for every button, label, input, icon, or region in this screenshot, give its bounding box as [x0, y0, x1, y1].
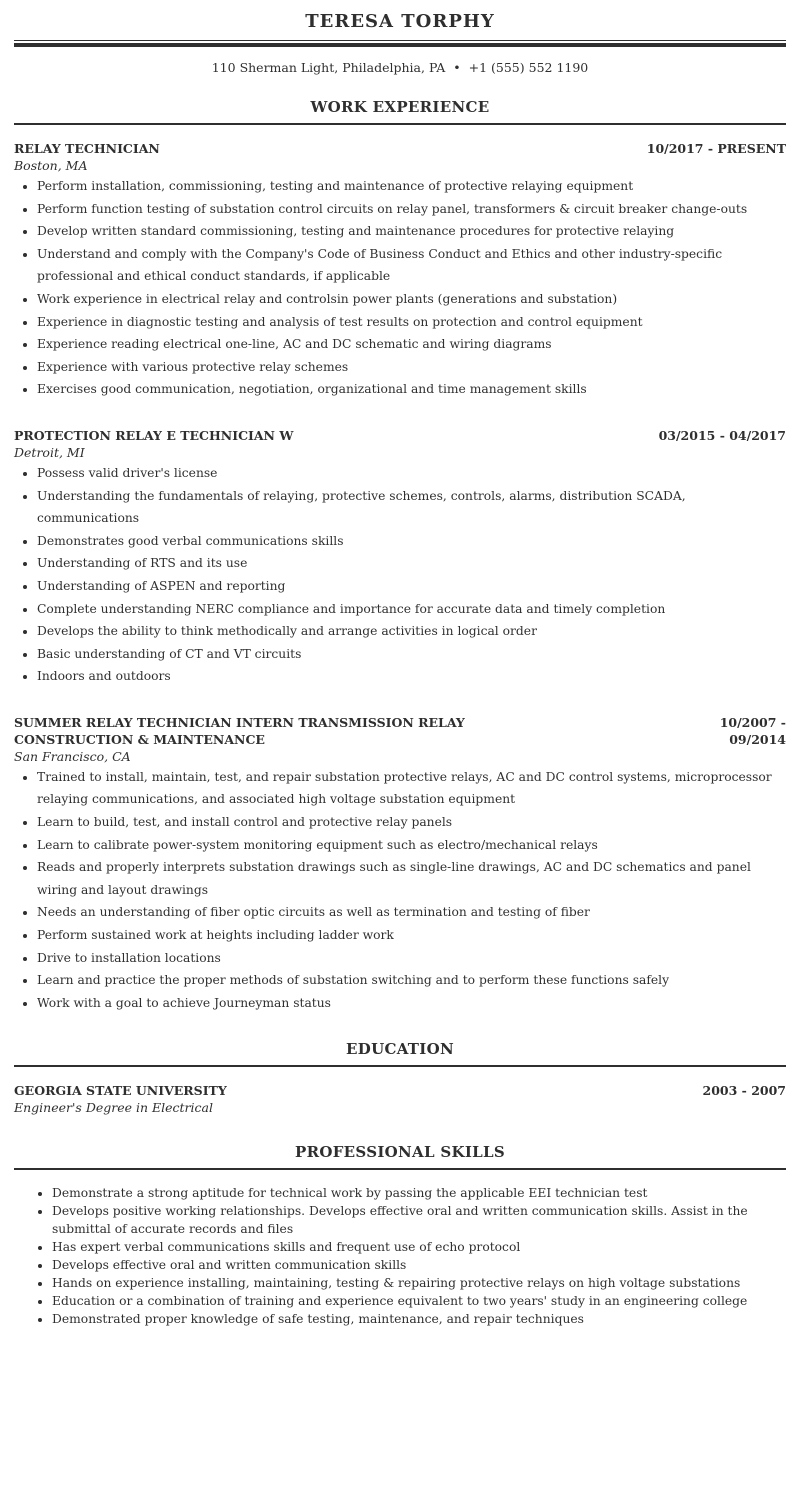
job-bullet: • Exercises good communication, negotiation, organizational and time management skills — [37, 378, 786, 401]
education-date: 2003 - 2007 — [702, 1083, 786, 1099]
job-title: RELAY TECHNICIAN — [14, 141, 160, 156]
resume-page — [14, 0, 786, 1328]
job-bullet: • Perform sustained work at heights including ladder work — [37, 924, 786, 947]
job-date: 10/2017 - PRESENT — [646, 141, 786, 156]
candidate-name: TERESA TORPHY — [305, 11, 495, 32]
education-header — [14, 1082, 786, 1099]
job-bullet: • Understanding of RTS and its use — [37, 552, 786, 575]
skills-divider — [14, 1168, 786, 1170]
job-bullet: • Learn to calibrate power-system monitoring equipment such as electro/mechanical relays — [37, 834, 786, 857]
education-entry — [14, 1082, 786, 1117]
job-bullet: • Trained to install, maintain, test, and repair substation protective relays, AC and DC control systems, microprocessor relaying communications, and associated high voltage substation equipment — [37, 766, 786, 811]
contact-address: 110 Sherman Light, Philadelphia, PA — [211, 60, 446, 75]
job-header — [14, 140, 786, 157]
skills-list — [14, 1184, 786, 1328]
job-date: 03/2015 - 04/2017 — [658, 427, 786, 443]
contact-phone: +1 (555) 552 1190 — [468, 60, 589, 75]
job-bullet: • Develop written standard commissioning, testing and maintenance procedures for protective relaying — [37, 220, 786, 243]
job-bullet: • Possess valid driver's license — [37, 462, 786, 485]
education-divider — [14, 1065, 786, 1067]
school-name: GEORGIA STATE UNIVERSITY — [14, 1083, 227, 1099]
work-experience-section — [14, 98, 786, 1014]
job-location: San Francisco, CA — [14, 748, 131, 764]
skill-item: • Develops effective oral and written communication skills — [52, 1256, 786, 1274]
job-bullet: • Learn and practice the proper methods of substation switching and to perform these functions safely — [37, 969, 786, 992]
job-bullet: • Experience reading electrical one-line, AC and DC schematic and wiring diagrams — [37, 333, 786, 356]
skill-item: • Develops positive working relationships. Develops effective oral and written communication skills. Assist in the submittal of accurate records and files — [52, 1202, 786, 1238]
job-location: Boston, MA — [14, 158, 88, 173]
job-bullet: • Demonstrates good verbal communications skills — [37, 530, 786, 553]
education-section — [14, 1040, 786, 1117]
job-bullet: • Understanding the fundamentals of relaying, protective schemes, controls, alarms, distribution SCADA, communications — [37, 485, 786, 530]
job-bullet: • Complete understanding NERC compliance and importance for accurate data and timely completion — [37, 598, 786, 621]
job-date: 10/2007 - 09/2014 — [719, 714, 786, 747]
job-bullet: • Reads and properly interprets substation drawings such as single-line drawings, AC and DC schematics and panel wiring and layout drawings — [37, 856, 786, 901]
job-bullet: • Develops the ability to think methodically and arrange activities in logical order — [37, 620, 786, 643]
job-bullets — [14, 175, 786, 401]
job-bullet: • Basic understanding of CT and VT circuits — [37, 643, 786, 666]
job-bullet: • Understand and comply with the Company's Code of Business Conduct and Ethics and other industry-specific professional and ethical conduct standards, if applicable — [37, 243, 786, 288]
job-entry — [14, 140, 786, 401]
job-bullet: • Work experience in electrical relay and controlsin power plants (generations and substation) — [37, 288, 786, 311]
skills-heading: PROFESSIONAL SKILLS — [295, 1143, 505, 1162]
header-divider-thick — [14, 43, 786, 47]
skill-item: • Demonstrated proper knowledge of safe testing, maintenance, and repair techniques — [52, 1310, 786, 1328]
job-bullet: • Experience with various protective relay schemes — [37, 356, 786, 379]
job-bullet: • Experience in diagnostic testing and analysis of test results on protection and control equipment — [37, 311, 786, 334]
skill-item: • Hands on experience installing, maintaining, testing & repairing protective relays on high voltage substations — [52, 1274, 786, 1292]
job-bullet: • Understanding of ASPEN and reporting — [37, 575, 786, 598]
job-bullet: • Perform installation, commissioning, testing and maintenance of protective relaying equipment — [37, 175, 786, 198]
job-title: SUMMER RELAY TECHNICIAN INTERN TRANSMISSION RELAY CONSTRUCTION & MAINTENANCE — [14, 714, 465, 747]
skills-section — [14, 1143, 786, 1328]
job-bullet: • Needs an understanding of fiber optic circuits as well as termination and testing of fiber — [37, 901, 786, 924]
job-header — [14, 427, 786, 444]
skill-item: • Education or a combination of training and experience equivalent to two years' study in an engineering college — [52, 1292, 786, 1310]
job-bullet: • Drive to installation locations — [37, 947, 786, 970]
job-bullet: • Indoors and outdoors — [37, 665, 786, 688]
contact-line — [14, 60, 786, 80]
job-entry — [14, 427, 786, 688]
job-title: PROTECTION RELAY E TECHNICIAN W — [14, 427, 294, 443]
job-bullets — [14, 766, 786, 1015]
contact-separator: • — [453, 60, 461, 75]
header-divider-thin — [14, 40, 786, 41]
skill-item: • Has expert verbal communications skills and frequent use of echo protocol — [52, 1238, 786, 1256]
job-bullet: • Learn to build, test, and install control and protective relay panels — [37, 811, 786, 834]
education-heading: EDUCATION — [346, 1040, 454, 1059]
job-bullet: • Perform function testing of substation control circuits on relay panel, transformers & circuit breaker change-outs — [37, 198, 786, 221]
job-bullets — [14, 462, 786, 688]
job-bullet: • Work with a goal to achieve Journeyman status — [37, 992, 786, 1015]
job-entry — [14, 714, 786, 1015]
work-experience-heading: WORK EXPERIENCE — [310, 98, 490, 116]
job-location: Detroit, MI — [14, 444, 85, 460]
job-header — [14, 714, 786, 748]
skill-item: • Demonstrate a strong aptitude for technical work by passing the applicable EEI technician test — [52, 1184, 786, 1202]
degree: Engineer's Degree in Electrical — [14, 1100, 213, 1116]
work-experience-divider — [14, 123, 786, 125]
